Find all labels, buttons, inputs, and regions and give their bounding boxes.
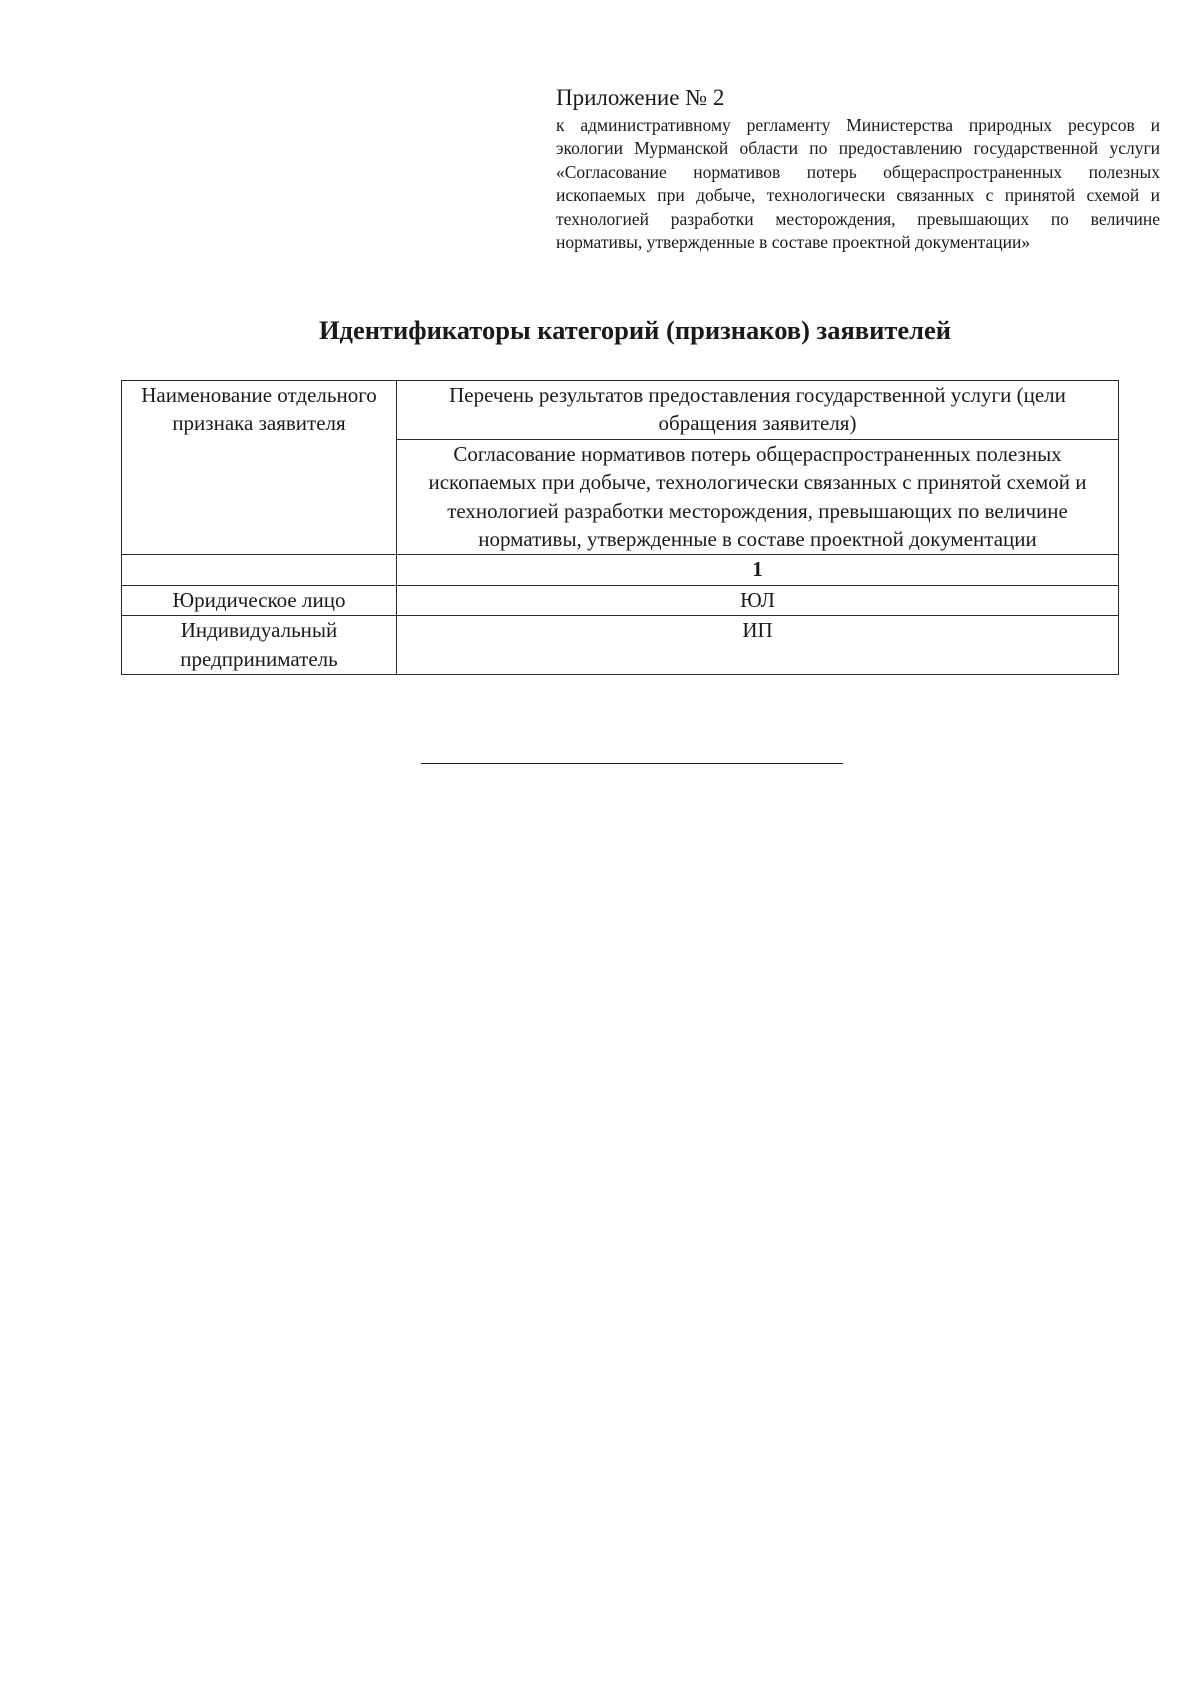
row-code-cell: ЮЛ	[397, 585, 1119, 615]
appendix-block	[556, 84, 1160, 254]
table-row	[122, 585, 1119, 615]
document-title: Идентификаторы категорий (признаков) заявителей	[318, 315, 952, 345]
row-label-cell: Юридическое лицо	[122, 585, 397, 615]
table-number-row	[122, 555, 1119, 585]
closing-divider-line	[421, 763, 843, 764]
goal-text-cell: Согласование нормативов потерь общераспространенных полезных ископаемых при добыче, технологически связанных с принятой схемой и технологией разработки месторождения, превышающих по величине нормативы, утвержденные в составе проектной документации	[397, 439, 1119, 555]
header-results-cell: Перечень результатов предоставления государственной услуги (цели обращения заявителя)	[397, 381, 1119, 440]
header-label-cell: Наименование отдельного признака заявителя	[122, 381, 397, 555]
appendix-title: Приложение № 2	[556, 85, 725, 110]
number-row-label-cell	[122, 555, 397, 585]
goal-number-cell: 1	[397, 555, 1119, 585]
table-header-row	[122, 381, 1119, 440]
appendix-text: к административному регламенту Министерства природных ресурсов и экологии Мурманской области по предоставлению государственной услуги «Согласование нормативов потерь общераспространенных полезных ископаемых при добыче, технологически связанных с принятой схемой и технологией разработки месторождения, превышающих по величине нормативы, утвержденные в составе проектной документации»	[556, 115, 1160, 253]
applicant-categories-table	[121, 380, 1119, 675]
row-code-cell: ИП	[397, 616, 1119, 675]
table-row	[122, 616, 1119, 675]
row-label-cell: Индивидуальный предприниматель	[122, 616, 397, 675]
